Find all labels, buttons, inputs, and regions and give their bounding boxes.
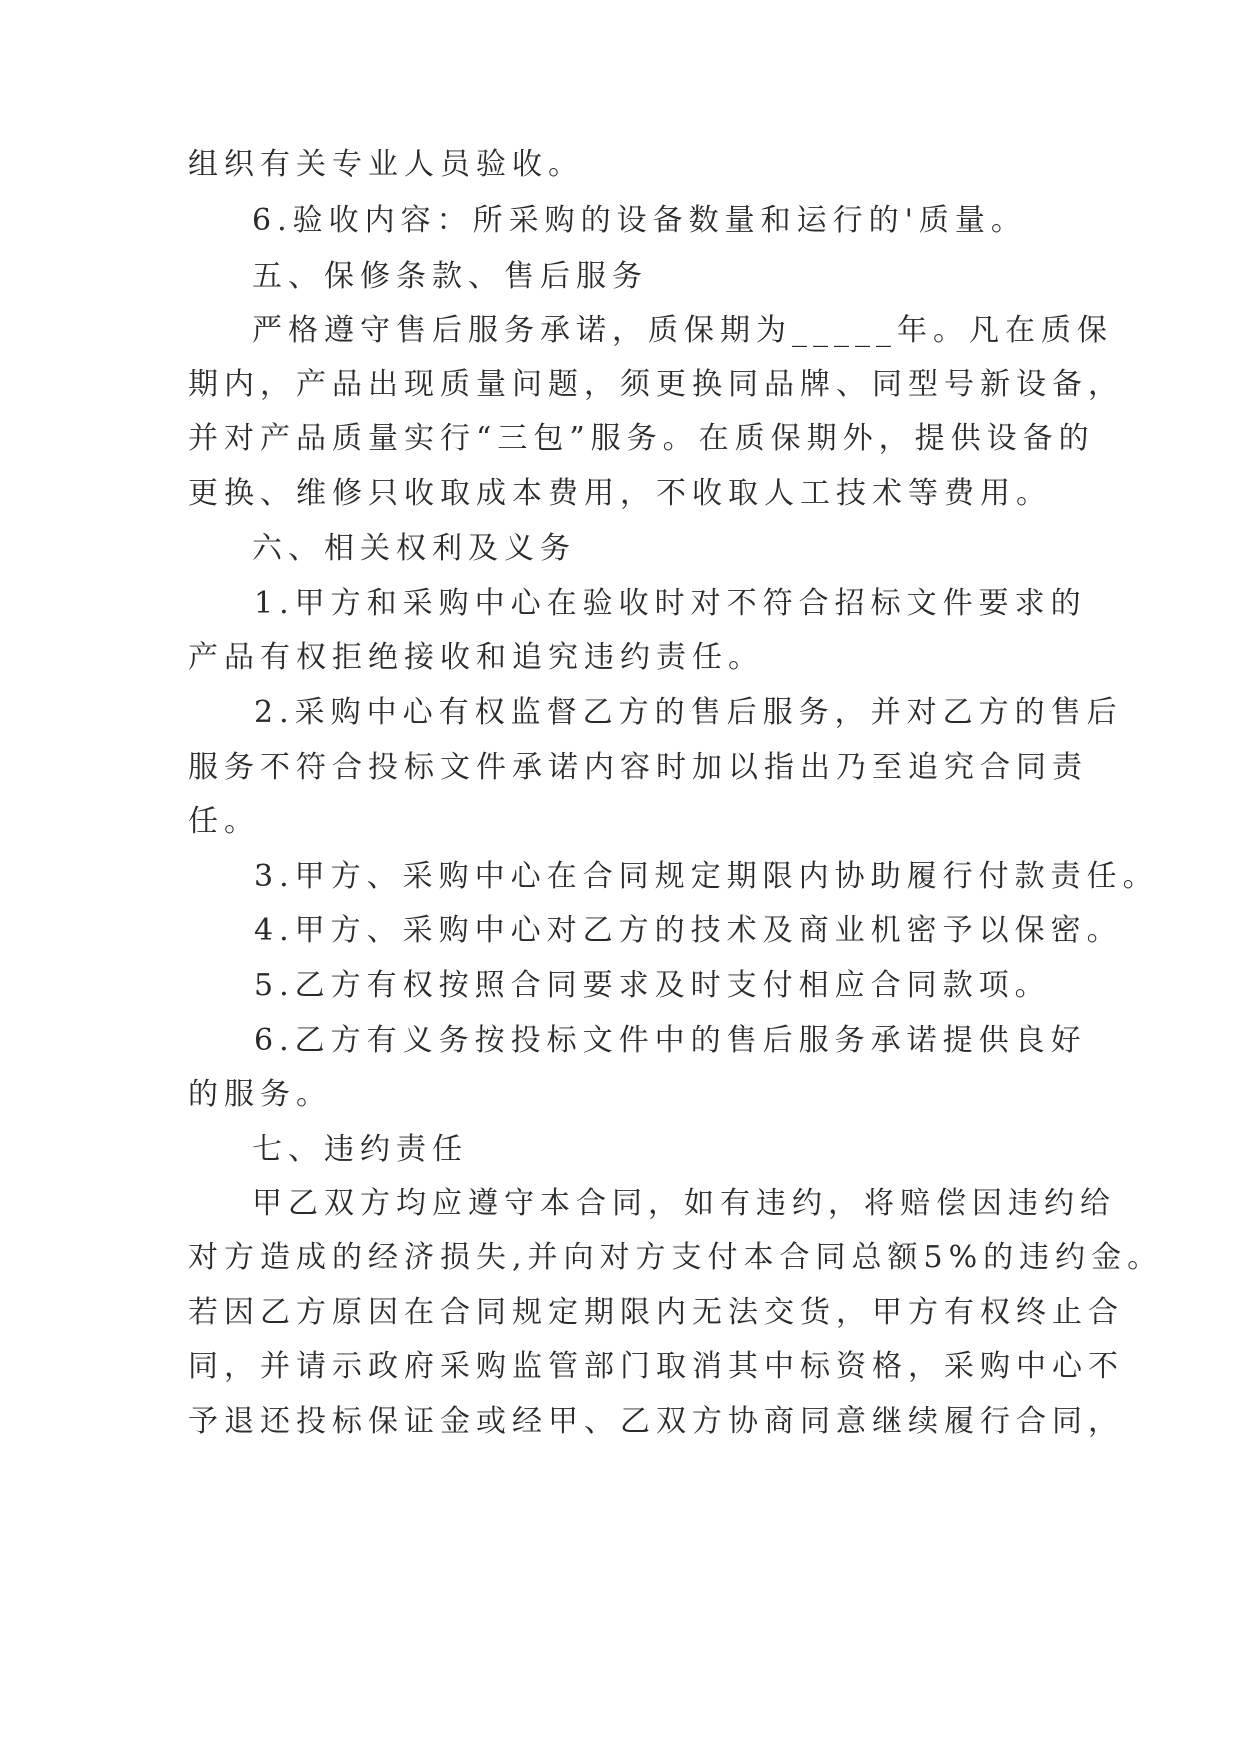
section-heading: 五、保修条款、售后服务 xyxy=(252,259,648,294)
text-line: 甲乙双方均应遵守本合同，如有违约，将赔偿因违约给 xyxy=(252,1186,1116,1221)
text-line: 3.甲方、采购中心在合同规定期限内协助履行付款责任。 xyxy=(254,859,1159,894)
text-line: 予退还投标保证金或经甲、乙双方协商同意继续履行合同， xyxy=(188,1404,1124,1439)
text-line: 对方造成的经济损失,并向对方支付本合同总额5%的违约金。 xyxy=(188,1240,1164,1275)
text-line: 5.乙方有权按照合同要求及时支付相应合同款项。 xyxy=(254,968,1051,1003)
text-line: 的服务。 xyxy=(188,1077,332,1112)
text-line: 同，并请示政府采购监管部门取消其中标资格，采购中心不 xyxy=(188,1349,1124,1384)
text-line: 6.验收内容：所采购的设备数量和运行的'质量。 xyxy=(252,203,1027,238)
text-line: 2.采购中心有权监督乙方的售后服务，并对乙方的售后 xyxy=(254,695,1123,730)
text-line: 产品有权拒绝接收和追究违约责任。 xyxy=(188,640,764,675)
section-heading: 六、相关权利及义务 xyxy=(252,531,576,566)
text-line: 1.甲方和采购中心在验收时对不符合招标文件要求的 xyxy=(254,586,1087,621)
section-heading: 七、违约责任 xyxy=(252,1132,468,1167)
text-line: 4.甲方、采购中心对乙方的技术及商业机密予以保密。 xyxy=(254,913,1123,948)
text-line: 服务不符合投标文件承诺内容时加以指出乃至追究合同责 xyxy=(188,750,1088,785)
text-line: 任。 xyxy=(188,804,260,839)
text-line: 若因乙方原因在合同规定期限内无法交货，甲方有权终止合 xyxy=(188,1295,1124,1330)
text-line: 期内，产品出现质量问题，须更换同品牌、同型号新设备， xyxy=(188,367,1124,402)
text-line: 6.乙方有义务按投标文件中的售后服务承诺提供良好 xyxy=(254,1023,1087,1058)
text-line: 严格遵守售后服务承诺，质保期为_____年。凡在质保 xyxy=(252,313,1113,348)
text-line: 组织有关专业人员验收。 xyxy=(188,147,584,182)
text-line: 并对产品质量实行“三包”服务。在质保期外，提供设备的 xyxy=(188,421,1095,456)
text-line: 更换、维修只收取成本费用，不收取人工技术等费用。 xyxy=(188,476,1052,511)
